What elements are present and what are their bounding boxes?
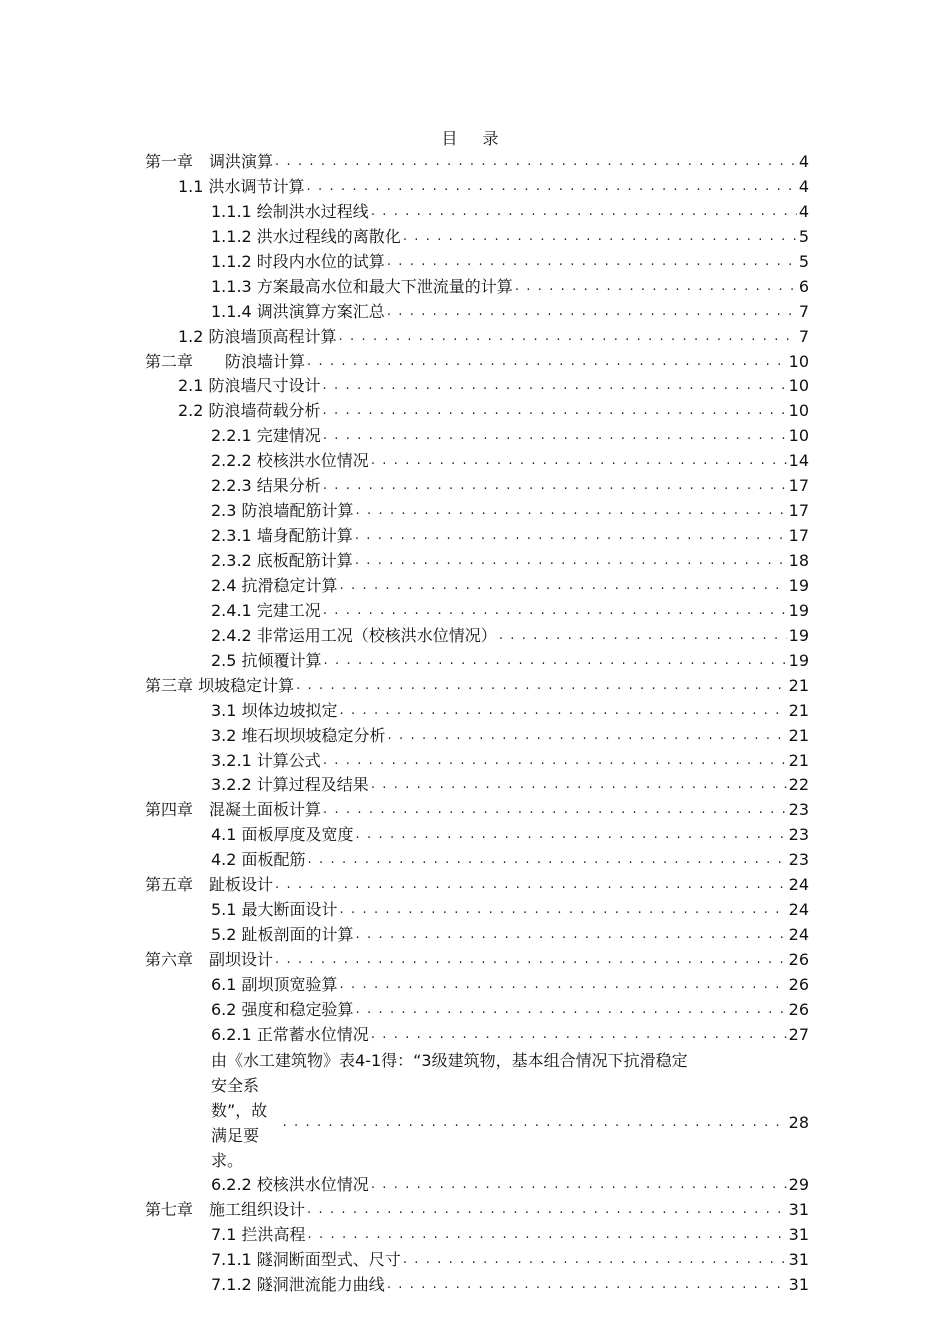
toc-entry[interactable] bbox=[145, 724, 809, 749]
toc-page-number: 19 bbox=[788, 575, 809, 595]
toc-entry[interactable] bbox=[145, 399, 809, 424]
toc-page-number: 31 bbox=[788, 1249, 809, 1269]
toc-page-number: 10 bbox=[788, 401, 809, 421]
toc-entry-text: 3.1 坝体边坡拟定 bbox=[211, 700, 338, 720]
toc-entry-text: 第三章 坝坡稳定计算 bbox=[145, 675, 295, 695]
toc-entry-wrapped[interactable] bbox=[145, 1048, 809, 1173]
toc-entry[interactable] bbox=[145, 1198, 809, 1223]
toc-page-number: 28 bbox=[788, 1113, 809, 1133]
toc-entry-text: 7.1 拦洪高程 bbox=[211, 1224, 306, 1244]
toc-entry[interactable] bbox=[145, 449, 809, 474]
dot-leader bbox=[308, 848, 787, 873]
toc-entry[interactable] bbox=[145, 524, 809, 549]
toc-page-number: 18 bbox=[788, 551, 809, 570]
toc-title: 目 录 bbox=[441, 129, 509, 148]
toc-entry[interactable] bbox=[145, 474, 809, 499]
toc-entry-text: 第五章 趾板设计 bbox=[145, 875, 274, 895]
toc-entry[interactable] bbox=[145, 424, 809, 449]
toc-page-number: 29 bbox=[788, 1174, 809, 1194]
toc-entry[interactable] bbox=[145, 649, 809, 674]
dot-leader bbox=[403, 225, 797, 250]
toc-entry[interactable] bbox=[145, 1023, 809, 1048]
dot-leader bbox=[340, 699, 787, 724]
toc-entry[interactable] bbox=[145, 898, 809, 923]
dot-leader bbox=[371, 1173, 787, 1198]
dot-leader bbox=[371, 773, 787, 798]
dot-leader bbox=[323, 399, 787, 424]
toc-entry-text: 2.2.1 完建情况 bbox=[211, 426, 321, 446]
toc-entry[interactable] bbox=[145, 1223, 809, 1248]
toc-page-number: 19 bbox=[788, 600, 809, 620]
dot-leader bbox=[355, 524, 787, 549]
toc-entry-text: 7.1.1 隧洞断面型式、尺寸 bbox=[211, 1249, 401, 1269]
toc-entry-text: 1.1.3 方案最高水位和最大下泄流量的计算 bbox=[211, 276, 513, 296]
toc-page-number: 26 bbox=[788, 999, 809, 1019]
toc-page-number: 7 bbox=[798, 326, 809, 346]
dot-leader bbox=[323, 749, 787, 774]
toc-page-number: 14 bbox=[788, 451, 809, 471]
dot-leader bbox=[356, 499, 787, 524]
toc-entry-text: 2.4.1 完建工况 bbox=[211, 600, 321, 620]
toc-entry-text: 第二章 防浪墙计算 bbox=[145, 351, 306, 371]
toc-entry[interactable] bbox=[145, 998, 809, 1023]
toc-page-number: 19 bbox=[788, 650, 809, 670]
toc-entry-text: 2.3 防浪墙配筋计算 bbox=[211, 501, 354, 521]
dot-leader bbox=[356, 823, 787, 848]
toc-page-number: 6 bbox=[798, 276, 809, 296]
toc-entry[interactable] bbox=[145, 873, 809, 898]
toc-entry-text: 6.2.2 校核洪水位情况 bbox=[211, 1174, 369, 1194]
toc-page-number: 4 bbox=[798, 176, 809, 196]
toc-entry-text: 2.3.2 底板配筋计算 bbox=[211, 551, 353, 570]
toc-page-number: 17 bbox=[788, 501, 809, 521]
dot-leader bbox=[340, 898, 787, 923]
toc-entry[interactable] bbox=[145, 250, 809, 275]
toc-entry-text: 2.2 防浪墙荷载分析 bbox=[178, 401, 321, 421]
toc-page-number: 19 bbox=[788, 625, 809, 645]
dot-leader bbox=[371, 200, 797, 225]
toc-page-number: 5 bbox=[798, 251, 809, 271]
dot-leader bbox=[515, 275, 797, 300]
toc-entry-text: 7.1.2 隧洞泄流能力曲线 bbox=[211, 1274, 385, 1294]
toc-page-number: 10 bbox=[788, 426, 809, 446]
dot-leader bbox=[275, 948, 787, 973]
toc-entry[interactable] bbox=[145, 699, 809, 724]
toc-entry-line2 bbox=[211, 1073, 809, 1173]
toc-entry[interactable] bbox=[145, 1273, 809, 1298]
toc-entry-text: 2.2.3 结果分析 bbox=[211, 476, 321, 496]
toc-entry-text: 第七章 施工组织设计 bbox=[145, 1199, 306, 1219]
toc-entry-text: 3.2.1 计算公式 bbox=[211, 750, 321, 770]
dot-leader bbox=[307, 1198, 787, 1223]
toc-entry[interactable] bbox=[145, 749, 809, 774]
dot-leader bbox=[323, 474, 787, 499]
toc-page-number: 23 bbox=[788, 825, 809, 845]
toc-entry-text: 第六章 副坝设计 bbox=[145, 950, 274, 969]
dot-leader bbox=[355, 549, 787, 574]
dot-leader bbox=[371, 449, 787, 474]
toc-page-number: 26 bbox=[788, 974, 809, 994]
dot-leader bbox=[275, 873, 787, 898]
toc-entry[interactable] bbox=[145, 1173, 809, 1198]
dot-leader bbox=[371, 1023, 787, 1048]
toc-entry[interactable] bbox=[145, 848, 809, 873]
toc-entry[interactable] bbox=[145, 773, 809, 798]
toc-page-number: 4 bbox=[798, 201, 809, 221]
toc-entry[interactable] bbox=[145, 374, 809, 399]
toc-entry-text: 2.4.2 非常运用工况（校核洪水位情况） bbox=[211, 625, 497, 645]
toc-entry-text: 第四章 混凝土面板计算 bbox=[145, 800, 322, 820]
dot-leader bbox=[323, 599, 787, 624]
toc-page-number: 23 bbox=[788, 850, 809, 870]
dot-leader bbox=[307, 350, 787, 375]
toc-page-number: 21 bbox=[788, 700, 809, 720]
dot-leader bbox=[387, 1273, 787, 1298]
toc-page-number: 31 bbox=[788, 1224, 809, 1244]
toc-entry-text: 2.1 防浪墙尺寸设计 bbox=[178, 376, 321, 396]
toc-entry[interactable] bbox=[145, 150, 809, 175]
toc-entry[interactable] bbox=[145, 275, 809, 300]
toc-entry-text: 3.2.2 计算过程及结果 bbox=[211, 775, 369, 795]
dot-leader bbox=[296, 674, 787, 699]
toc-entry-text: 4.2 面板配筋 bbox=[211, 850, 306, 870]
toc-page-number: 5 bbox=[798, 226, 809, 246]
toc-entry[interactable] bbox=[145, 175, 809, 200]
dot-leader bbox=[275, 150, 797, 175]
toc-page-number: 23 bbox=[788, 800, 809, 820]
dot-leader bbox=[283, 1110, 787, 1135]
toc-entry-text: 3.2 堆石坝坝坡稳定分析 bbox=[211, 725, 386, 745]
toc-entry-text: 1.1 洪水调节计算 bbox=[178, 176, 305, 196]
toc-entry-text: 5.1 最大断面设计 bbox=[211, 900, 338, 920]
toc-entry-text: 2.5 抗倾覆计算 bbox=[211, 650, 322, 670]
toc-entry[interactable] bbox=[145, 549, 809, 574]
dot-leader bbox=[499, 624, 787, 649]
dot-leader bbox=[403, 1248, 787, 1273]
dot-leader bbox=[356, 923, 787, 948]
toc-entry-text: 1.2 防浪墙顶高程计算 bbox=[178, 326, 337, 346]
toc-entry[interactable] bbox=[145, 973, 809, 998]
toc-page-number: 10 bbox=[788, 376, 809, 396]
toc-page-number: 27 bbox=[788, 1024, 809, 1044]
toc-entry-text: 5.2 趾板剖面的计算 bbox=[211, 925, 354, 945]
toc-entry[interactable] bbox=[145, 225, 809, 250]
toc-entry-text: 6.2.1 正常蓄水位情况 bbox=[211, 1024, 369, 1044]
dot-leader bbox=[387, 250, 797, 275]
table-of-contents bbox=[145, 150, 809, 1297]
toc-entry-text: 6.1 副坝顶宽验算 bbox=[211, 974, 338, 994]
dot-leader bbox=[323, 374, 787, 399]
dot-leader bbox=[339, 325, 797, 350]
toc-entry-text: 2.2.2 校核洪水位情况 bbox=[211, 451, 369, 471]
toc-page-number: 31 bbox=[788, 1274, 809, 1294]
toc-entry[interactable] bbox=[145, 350, 809, 375]
toc-entry[interactable] bbox=[145, 1248, 809, 1273]
toc-page-number: 22 bbox=[788, 775, 809, 795]
toc-page-number: 24 bbox=[788, 900, 809, 920]
dot-leader bbox=[308, 1223, 787, 1248]
toc-page-number: 21 bbox=[788, 675, 809, 695]
toc-entry[interactable] bbox=[145, 599, 809, 624]
toc-entry[interactable] bbox=[145, 499, 809, 524]
toc-entry-text: 4.1 面板厚度及宽度 bbox=[211, 825, 354, 845]
toc-page-number: 21 bbox=[788, 725, 809, 745]
toc-entry-text: 1.1.2 时段内水位的试算 bbox=[211, 251, 385, 271]
toc-entry[interactable] bbox=[145, 923, 809, 948]
dot-leader bbox=[340, 574, 787, 599]
toc-entry-text: 2.3.1 墙身配筋计算 bbox=[211, 526, 353, 546]
toc-page-number: 4 bbox=[798, 152, 809, 171]
toc-entry[interactable] bbox=[145, 200, 809, 225]
dot-leader bbox=[387, 300, 797, 325]
toc-entry[interactable] bbox=[145, 948, 809, 973]
dot-leader bbox=[324, 649, 787, 674]
dot-leader bbox=[356, 998, 787, 1023]
toc-entry-text: 1.1.4 调洪演算方案汇总 bbox=[211, 301, 385, 321]
dot-leader bbox=[388, 724, 787, 749]
toc-entry[interactable] bbox=[145, 574, 809, 599]
toc-page-number: 24 bbox=[788, 925, 809, 945]
toc-page-number: 21 bbox=[788, 750, 809, 770]
toc-page-number: 17 bbox=[788, 476, 809, 496]
toc-entry-text: 第一章 调洪演算 bbox=[145, 152, 274, 171]
dot-leader bbox=[323, 424, 787, 449]
toc-entry[interactable] bbox=[145, 674, 809, 699]
toc-page-number: 26 bbox=[788, 950, 809, 969]
dot-leader bbox=[307, 175, 797, 200]
toc-entry[interactable] bbox=[145, 624, 809, 649]
toc-entry-text-line1: 由《水工建筑物》表4-1得：“3级建筑物，基本组合情况下抗滑稳定 bbox=[211, 1050, 688, 1070]
toc-entry-text: 6.2 强度和稳定验算 bbox=[211, 999, 354, 1019]
toc-entry-text: 1.1.1 绘制洪水过程线 bbox=[211, 201, 369, 221]
toc-entry[interactable] bbox=[145, 798, 809, 823]
toc-entry-text-line2: 安全系数”，故满足要求。 bbox=[211, 1075, 268, 1170]
toc-entry[interactable] bbox=[145, 823, 809, 848]
toc-entry-text: 2.4 抗滑稳定计算 bbox=[211, 575, 338, 595]
toc-page-number: 10 bbox=[788, 351, 809, 371]
toc-page-number: 7 bbox=[798, 301, 809, 321]
dot-leader bbox=[340, 973, 787, 998]
toc-page-number: 24 bbox=[788, 875, 809, 895]
toc-page-number: 31 bbox=[788, 1199, 809, 1219]
toc-entry[interactable] bbox=[145, 300, 809, 325]
toc-entry-text: 1.1.2 洪水过程线的离散化 bbox=[211, 226, 401, 246]
toc-page-number: 17 bbox=[788, 526, 809, 546]
toc-entry[interactable] bbox=[145, 325, 809, 350]
dot-leader bbox=[323, 798, 787, 823]
